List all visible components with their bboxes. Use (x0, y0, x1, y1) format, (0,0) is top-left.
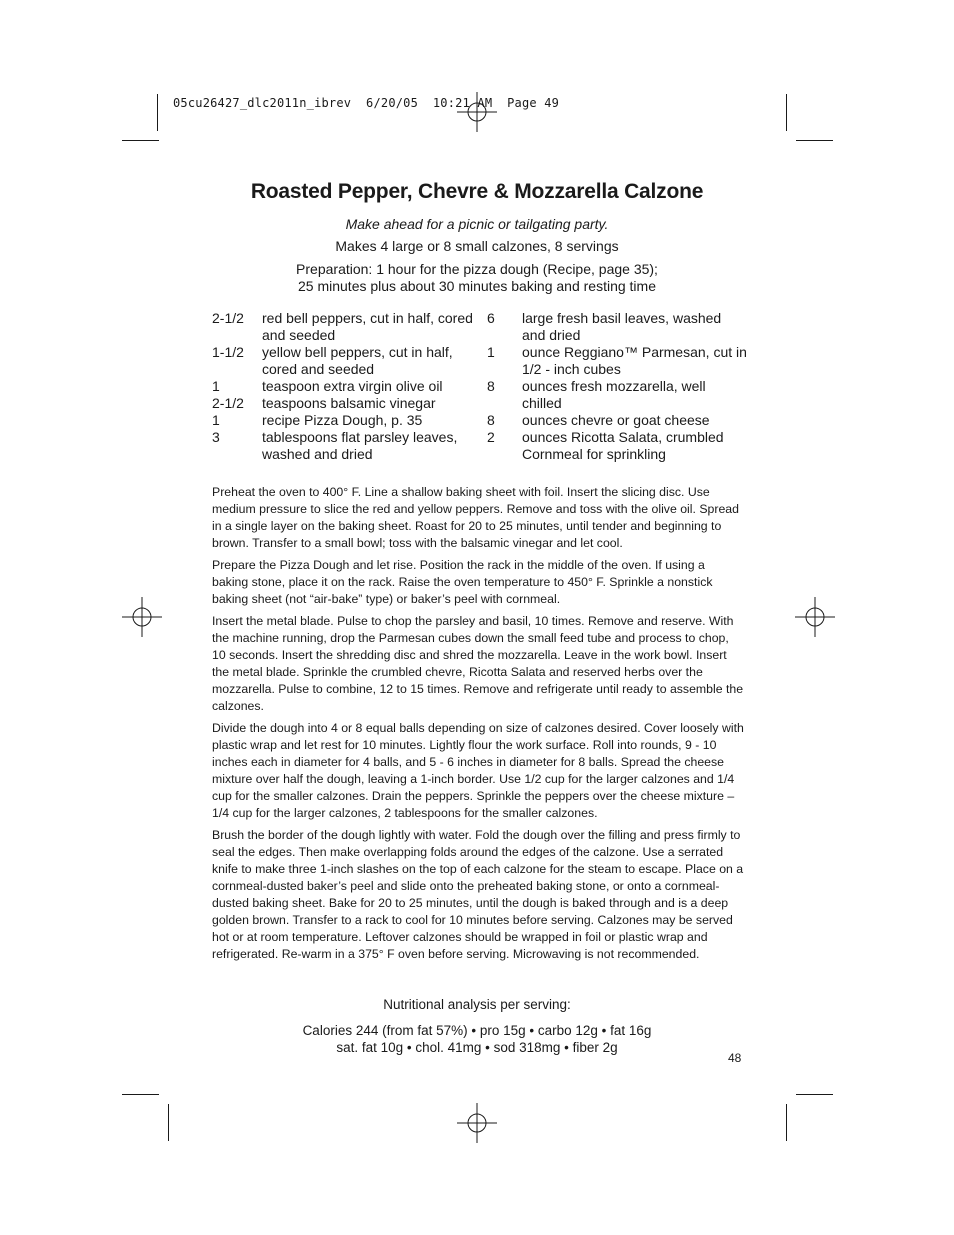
ingredients-left-column (212, 310, 477, 463)
crop-mark-bottom-right-horizontal (796, 1094, 833, 1095)
crop-mark-top-left-horizontal (122, 140, 159, 141)
ingredients-right-column (487, 310, 747, 463)
ingredient-qty: 6 (487, 310, 495, 326)
nutrition-heading: Nutritional analysis per serving: (383, 997, 571, 1012)
preparation-line-1: Preparation: 1 hour for the pizza dough (Recipe, page 35); (296, 261, 658, 277)
ingredient-item (212, 344, 477, 378)
page-number: 48 (728, 1051, 742, 1065)
registration-mark-bottom (457, 1103, 497, 1143)
registration-mark-left (122, 597, 162, 637)
crop-mark-top-left-vertical (157, 94, 158, 131)
ingredient-qty: 2-1/2 (212, 395, 244, 411)
ingredient-item (487, 446, 747, 463)
ingredient-qty: 1 (212, 378, 220, 394)
ingredient-desc: large fresh basil leaves, washed and dried (522, 310, 722, 343)
crop-mark-top-right-horizontal (796, 140, 833, 141)
instruction-paragraph: Preheat the oven to 400° F. Line a shallow baking sheet with foil. Insert the slicing disc. Use medium pressure to slice the red and yellow peppers. Remove and toss with the olive oil. Spread in a single layer on the baking sheet. Roast for 20 to 25 minutes, until tender and beginning to brown. Transfer to a small bowl; toss with the balsamic vinegar and let cool. (212, 485, 739, 550)
ingredient-qty: 2 (487, 429, 495, 445)
ingredient-item (487, 429, 747, 446)
crop-mark-top-right-vertical (786, 94, 787, 131)
ingredient-desc: ounces chevre or goat cheese (522, 412, 710, 428)
preparation-line-2: 25 minutes plus about 30 minutes baking and resting time (298, 278, 656, 294)
ingredient-desc: teaspoon extra virgin olive oil (262, 378, 443, 394)
ingredient-qty (487, 446, 522, 463)
ingredient-desc: recipe Pizza Dough, p. 35 (262, 412, 423, 428)
ingredient-desc: ounces fresh mozzarella, well chilled (522, 378, 706, 411)
recipe-subtitle: Make ahead for a picnic or tailgating party. (345, 216, 609, 232)
ingredient-item (212, 429, 477, 463)
registration-mark-right (795, 597, 835, 637)
printer-slug: 05cu26427_dlc2011n_ibrev 6/20/05 10:21 AM Page 49 (173, 96, 560, 110)
instruction-paragraph: Prepare the Pizza Dough and let rise. Position the rack in the middle of the oven. If using a baking stone, place it on the rack. Raise the oven temperature to 450° F. Sprinkle a nonstick baking sheet (not “air-bake” type) or baker’s peel with cornmeal. (212, 558, 713, 606)
ingredient-qty: 1 (487, 344, 495, 360)
recipe-title: Roasted Pepper, Chevre & Mozzarella Calzone (250, 180, 704, 203)
ingredient-item (487, 310, 747, 344)
ingredient-desc: ounce Reggiano™ Parmesan, cut in 1/2 - inch cubes (522, 344, 747, 377)
ingredient-item (487, 378, 747, 412)
ingredient-item (487, 344, 747, 378)
ingredient-desc: teaspoons balsamic vinegar (262, 395, 436, 411)
instruction-paragraph: Divide the dough into 4 or 8 equal balls depending on size of calzones desired. Cover loosely with plastic wrap and let rest for 10 minutes. Lightly flour the work surface. Roll into rounds, 9 - 10 inches each in diameter for 4 balls, and 5 - 6 inches in diameter for 8 balls. Spread the cheese mixture over half the dough, leaving a 1-inch border. Use 1/2 cup for the larger calzones and 1/4 cup for the smaller calzones. Drain the peppers. Sprinkle the peppers over the cheese mixture – 1/4 cup for the larger calzones, 2 tablespoons for the smaller calzones. (212, 721, 744, 820)
recipe-instructions (212, 484, 744, 968)
ingredient-desc: tablespoons flat parsley leaves, washed and dried (262, 429, 458, 462)
ingredient-qty: 3 (212, 429, 220, 445)
ingredient-qty: 2-1/2 (212, 310, 244, 326)
recipe-yield: Makes 4 large or 8 small calzones, 8 servings (335, 238, 619, 254)
ingredient-qty: 1 (212, 412, 220, 428)
ingredient-desc: yellow bell peppers, cut in half, cored and seeded (262, 344, 453, 377)
ingredient-qty: 1-1/2 (212, 344, 244, 360)
ingredient-item (487, 412, 747, 429)
nutrition-line-1: Calories 244 (from fat 57%) • pro 15g • carbo 12g • fat 16g (302, 1023, 652, 1038)
ingredient-item (212, 310, 477, 344)
crop-mark-bottom-left-vertical (168, 1104, 169, 1141)
ingredient-desc: ounces Ricotta Salata, crumbled (522, 429, 724, 445)
ingredient-item (212, 378, 477, 395)
instruction-paragraph: Insert the metal blade. Pulse to chop the parsley and basil, 10 times. Remove and reserve. With the machine running, drop the Parmesan cubes down the small feed tube and process to chop, 10 seconds. Insert the shredding disc and shred the mozzarella. Leave in the work bowl. Insert the metal blade. Sprinkle the crumbled chevre, Ricotta Salata and reserved herbs over the mozzarella. Pulse to combine, 12 to 15 times. Remove and refrigerate until ready to assemble the calzones. (212, 614, 744, 713)
ingredient-desc: Cornmeal for sprinkling (522, 446, 666, 462)
instruction-paragraph: Brush the border of the dough lightly with water. Fold the dough over the filling and press firmly to seal the edges. Then make overlapping folds around the edges of the calzone. Use a serrated knife to make three 1-inch slashes on the top of each calzone for the steam to escape. Place on a cornmeal-dusted baker’s peel and slide onto the preheated baking stone, or onto a cornmeal-dusted baking sheet. Bake for 20 to 25 minutes, until the dough is baked through and is a deep golden brown. Transfer to a rack to cool for 10 minutes before serving. Calzones may be served hot or at room temperature. Leftover calzones should be wrapped in foil or plastic wrap and refrigerated. Re-warm in a 375° F oven before serving. Microwaving is not recommended. (212, 828, 744, 961)
ingredient-item (212, 395, 477, 412)
registration-mark-top (457, 92, 497, 132)
crop-mark-bottom-right-vertical (786, 1104, 787, 1141)
crop-mark-bottom-left-horizontal (122, 1094, 159, 1095)
ingredient-qty: 8 (487, 412, 495, 428)
ingredient-qty: 8 (487, 378, 495, 394)
ingredient-item (212, 412, 477, 429)
nutrition-line-2: sat. fat 10g • chol. 41mg • sod 318mg • fiber 2g (336, 1040, 618, 1055)
ingredient-desc: red bell peppers, cut in half, cored and seeded (262, 310, 473, 343)
